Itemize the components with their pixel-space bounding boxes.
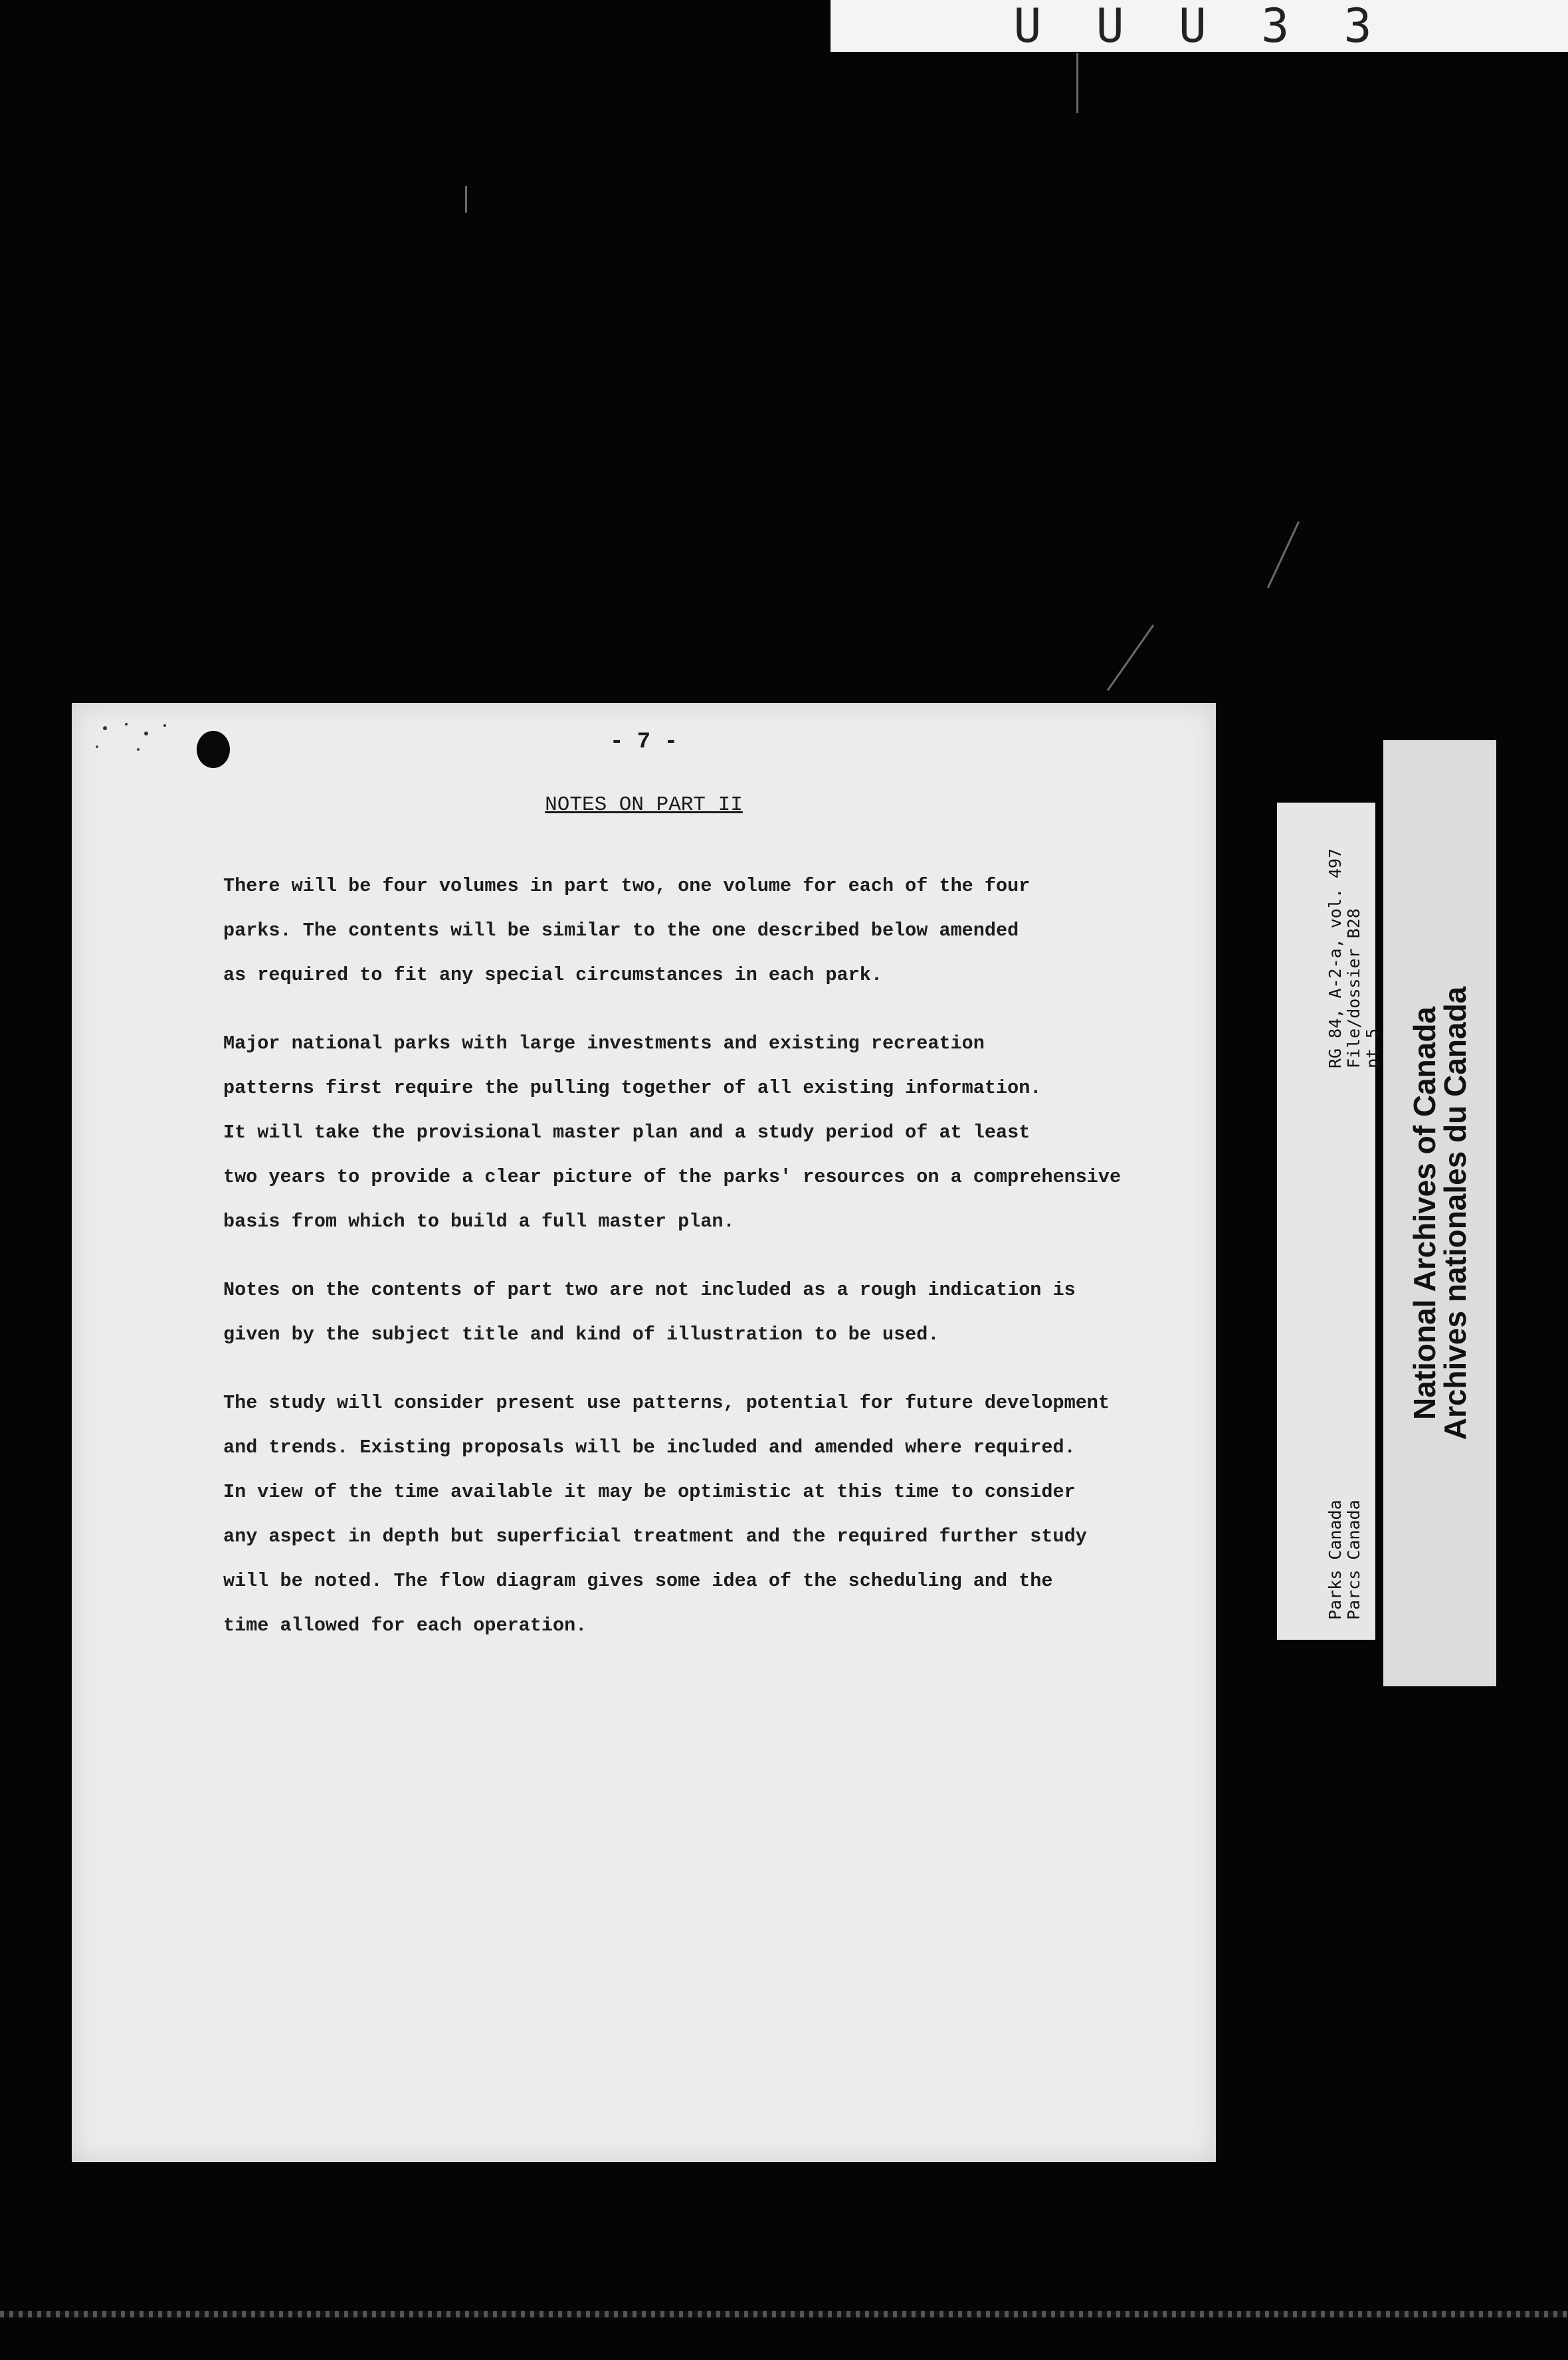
agency-names <box>1326 1274 1363 1620</box>
text-line: There will be four volumes in part two, one volume for each of the four <box>223 875 1030 897</box>
film-scratch <box>1107 625 1154 691</box>
text-line: as required to fit any special circumstances in each park. <box>223 964 882 986</box>
text-line: two years to provide a clear picture of the parks' resources on a comprehensive <box>223 1166 1122 1188</box>
paragraph <box>223 1381 1207 1648</box>
text-line: and trends. Existing proposals will be included and amended where required. <box>223 1436 1076 1458</box>
text-line: any aspect in depth but superficial treatment and the required further study <box>223 1525 1087 1547</box>
agency-name-en: Parks Canada <box>1325 1500 1345 1620</box>
frame-counter: U U U 3 3 <box>831 0 1568 52</box>
text-line: Major national parks with large investments and existing recreation <box>223 1032 985 1054</box>
archives-name-en: National Archives of Canada <box>1407 1007 1442 1421</box>
text-line: It will take the provisional master plan and a study period of at least <box>223 1122 1030 1143</box>
reference-numbers <box>1326 816 1382 1068</box>
paragraph <box>223 1268 1207 1357</box>
reference-line: RG 84, A-2-a, vol. 497 <box>1325 848 1345 1068</box>
archives-name-fr: Archives nationales du Canada <box>1438 986 1472 1440</box>
film-scratch <box>1076 53 1078 113</box>
page-title: NOTES ON PART II <box>545 793 743 817</box>
text-line: parks. The contents will be similar to the one described below amended <box>223 920 1019 941</box>
text-line: time allowed for each operation. <box>223 1615 587 1636</box>
document-page <box>72 703 1216 2162</box>
paragraph <box>223 1021 1207 1244</box>
archives-stamp <box>1383 740 1496 1686</box>
text-line: will be noted. The flow diagram gives some idea of the scheduling and the <box>223 1570 1053 1592</box>
text-line: given by the subject title and kind of illustration to be used. <box>223 1324 939 1345</box>
agency-name-fr: Parcs Canada <box>1344 1500 1363 1620</box>
film-scratch <box>465 186 467 213</box>
film-edge <box>0 2311 1568 2317</box>
text-line: Notes on the contents of part two are not included as a rough indication is <box>223 1279 1076 1301</box>
paragraph <box>223 864 1207 997</box>
body-text <box>223 864 1207 1672</box>
text-line: patterns first require the pulling together of all existing information. <box>223 1077 1042 1099</box>
reference-label <box>1277 803 1382 1640</box>
text-line: The study will consider present use patterns, potential for future development <box>223 1392 1110 1414</box>
page-number: - 7 - <box>609 730 678 755</box>
text-line: In view of the time available it may be optimistic at this time to consider <box>223 1481 1076 1503</box>
reference-line: pt 5 <box>1363 1028 1382 1068</box>
film-scratch <box>1267 522 1300 589</box>
text-line: basis from which to build a full master plan. <box>223 1211 735 1232</box>
reference-line: File/dossier B28 <box>1344 908 1363 1068</box>
